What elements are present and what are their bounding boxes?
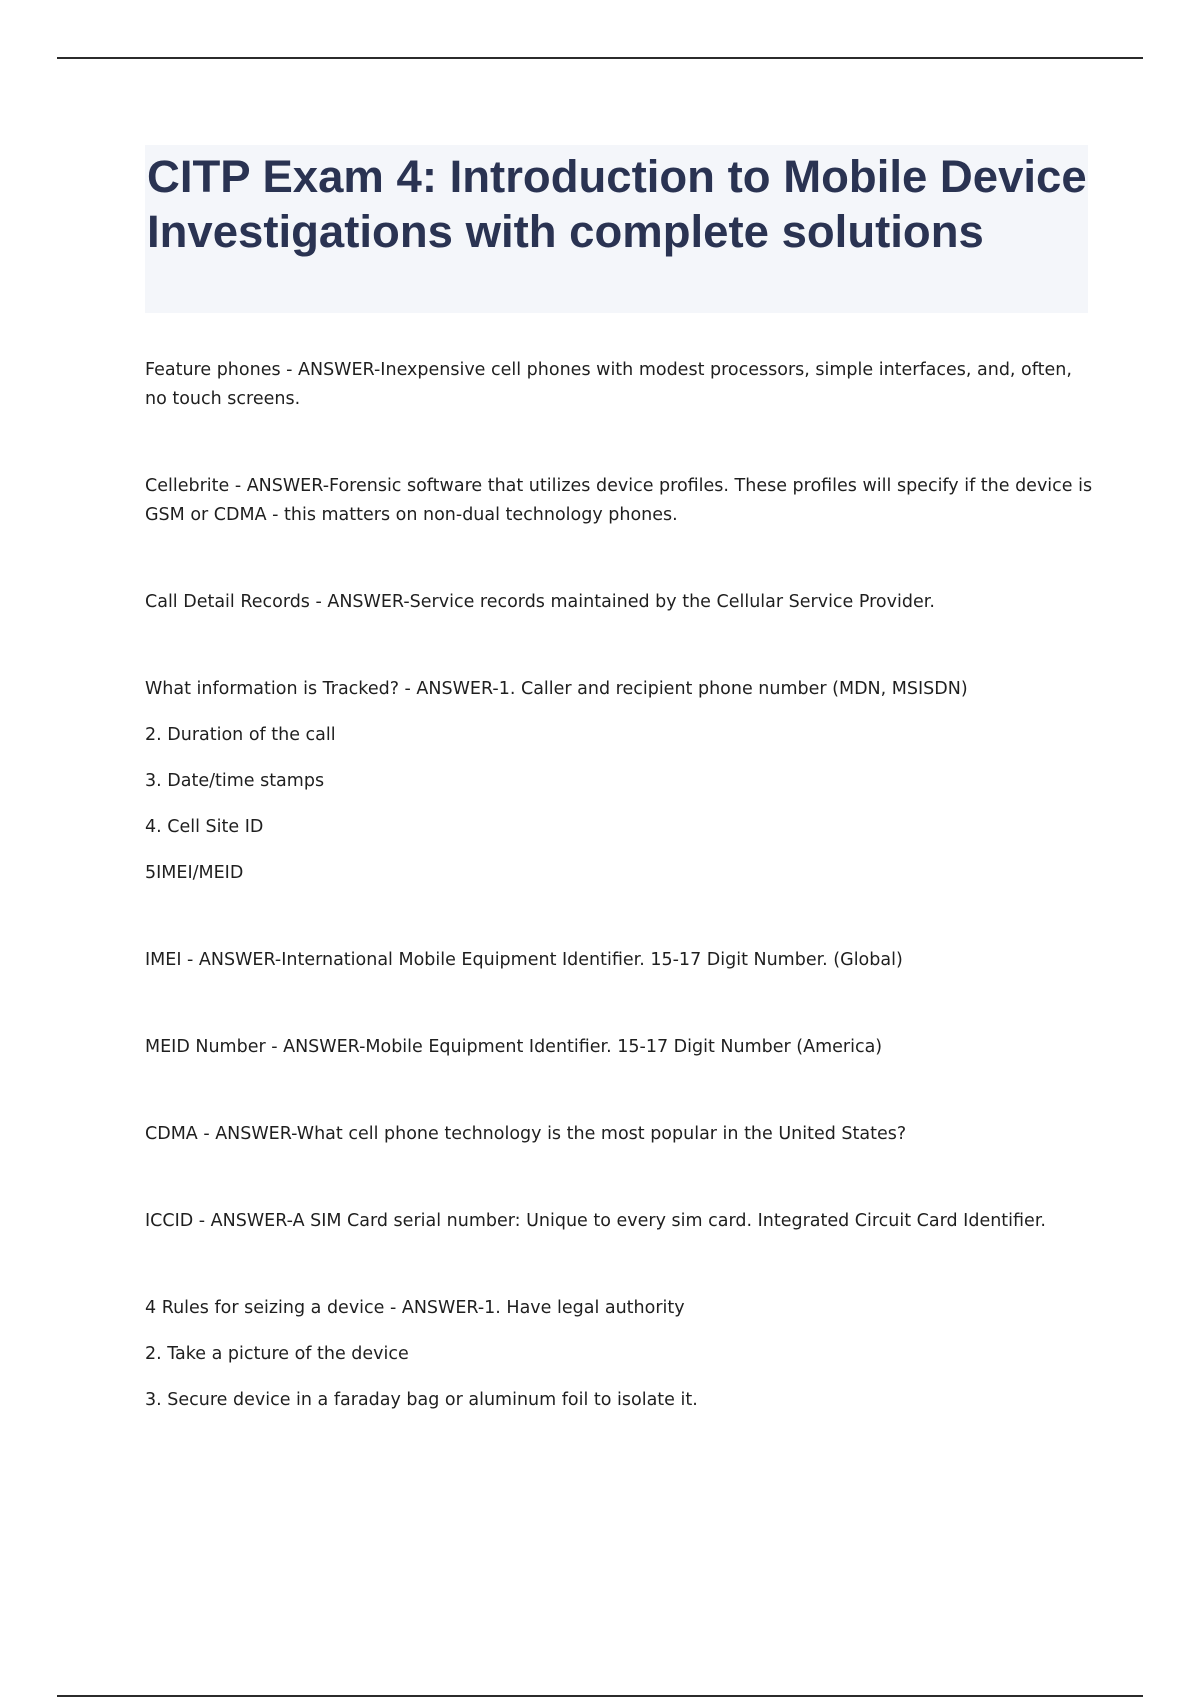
qa-entry-cdma bbox=[145, 1120, 1095, 1149]
qa-line: 3. Secure device in a faraday bag or aluminum foil to isolate it. bbox=[145, 1390, 698, 1410]
qa-text: Call Detail Records - ANSWER-Service records maintained by the Cellular Service Provider. bbox=[145, 592, 935, 612]
qa-entry-cellebrite bbox=[145, 472, 1095, 530]
qa-entry-seizing-rules bbox=[145, 1294, 1095, 1415]
bottom-rule bbox=[57, 1695, 1143, 1697]
qa-text: Cellebrite - ANSWER-Forensic software that utilizes device profiles. These profiles will specify if the device is GSM or CDMA - this matters on non-dual technology phones. bbox=[145, 476, 1093, 525]
qa-line: 5IMEI/MEID bbox=[145, 863, 244, 883]
title-banner bbox=[145, 145, 1088, 313]
qa-text: MEID Number - ANSWER-Mobile Equipment Identifier. 15-17 Digit Number (America) bbox=[145, 1037, 883, 1057]
qa-entry-call-detail-records bbox=[145, 588, 1095, 617]
document-body bbox=[145, 356, 1095, 1473]
qa-text: IMEI - ANSWER-International Mobile Equipment Identifier. 15-17 Digit Number. (Global) bbox=[145, 950, 903, 970]
top-rule bbox=[57, 57, 1143, 59]
qa-line: 4 Rules for seizing a device - ANSWER-1. Have legal authority bbox=[145, 1298, 685, 1318]
qa-entry-iccid bbox=[145, 1207, 1095, 1236]
qa-entry-meid bbox=[145, 1033, 1095, 1062]
qa-line: 4. Cell Site ID bbox=[145, 817, 264, 837]
qa-line: What information is Tracked? - ANSWER-1. Caller and recipient phone number (MDN, MSISDN) bbox=[145, 679, 968, 699]
qa-text: CDMA - ANSWER-What cell phone technology is the most popular in the United States? bbox=[145, 1124, 907, 1144]
qa-text: Feature phones - ANSWER-Inexpensive cell phones with modest processors, simple interfaces, and, often, no touch screens. bbox=[145, 360, 1072, 409]
qa-entry-feature-phones bbox=[145, 356, 1095, 414]
qa-line: 3. Date/time stamps bbox=[145, 771, 325, 791]
qa-line: 2. Take a picture of the device bbox=[145, 1344, 409, 1364]
page-title: CITP Exam 4: Introduction to Mobile Device Investigations with complete solutions bbox=[147, 151, 1087, 257]
qa-text: ICCID - ANSWER-A SIM Card serial number: Unique to every sim card. Integrated Circuit Card Identifier. bbox=[145, 1211, 1046, 1231]
qa-entry-imei bbox=[145, 946, 1095, 975]
qa-line: 2. Duration of the call bbox=[145, 725, 336, 745]
qa-entry-information-tracked bbox=[145, 675, 1095, 888]
